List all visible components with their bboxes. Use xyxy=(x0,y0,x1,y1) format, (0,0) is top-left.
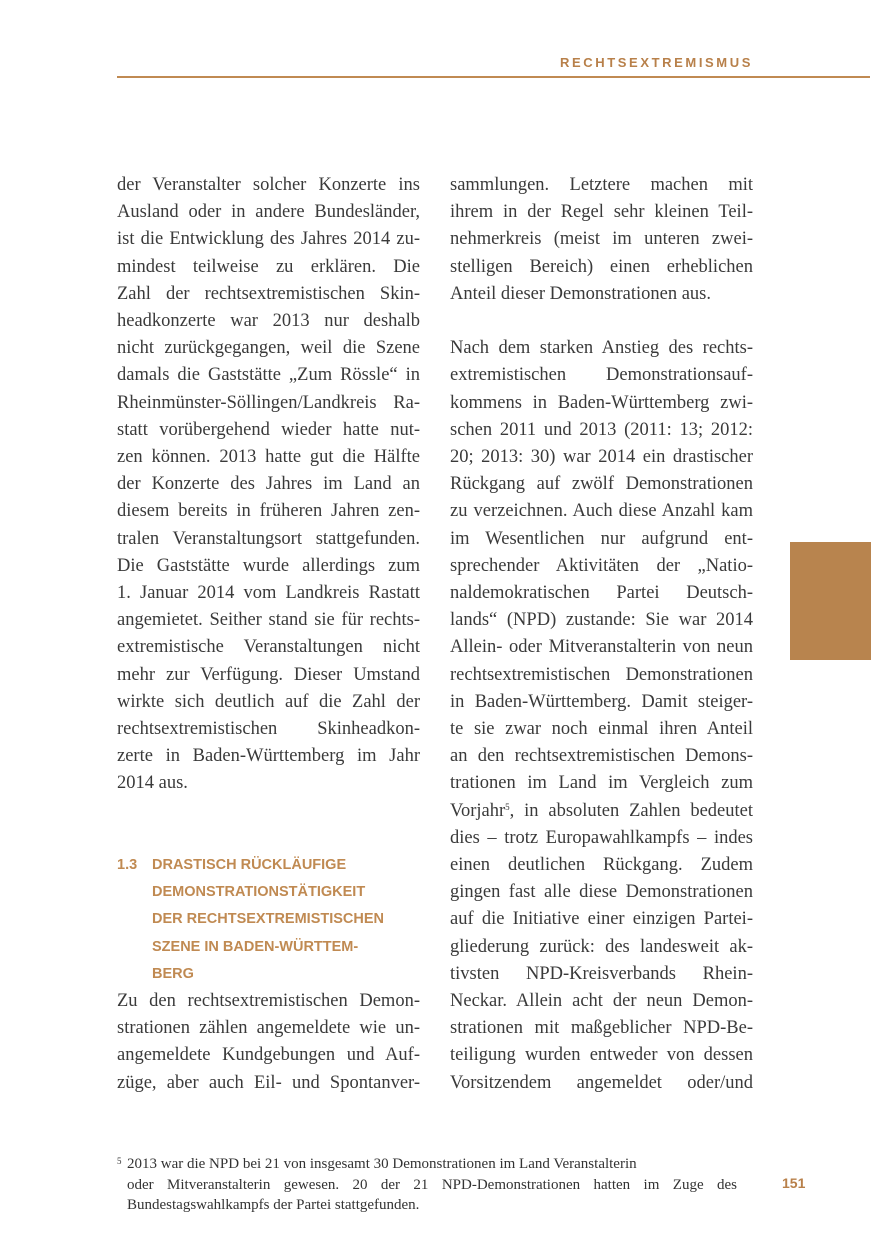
text-line: ist die Entwicklung des Jahres 2014 zu- xyxy=(117,229,420,250)
text-line: ihrem in der Regel sehr kleinen Teil- xyxy=(450,202,753,223)
text-line: lands“ (NPD) zustande: Sie war 2014 xyxy=(450,610,753,631)
page-number: 151 xyxy=(782,1175,806,1191)
text-line: rechtsextremistischen Skinheadkon- xyxy=(117,719,420,740)
text-line: im Wesentlichen nur aufgrund ent- xyxy=(450,528,753,549)
text-line: sprechender Aktivitäten der „Natio- xyxy=(450,555,753,576)
running-head xyxy=(117,55,870,78)
text-line: extremistische Veranstaltungen nicht xyxy=(117,637,420,658)
text-line: trationen im Land im Vergleich zum xyxy=(450,773,753,794)
text-line: in Baden-Württemberg. Damit steiger- xyxy=(450,691,753,712)
text-line: 1. Januar 2014 vom Landkreis Rastatt xyxy=(117,583,420,604)
text-line: züge, aber auch Eil- und Spontanver- xyxy=(117,1072,420,1093)
text-line: Rheinmünster-Söllingen/Landkreis Ra- xyxy=(117,392,420,413)
text-line: Ausland oder in andere Bundesländer, xyxy=(117,202,420,223)
spacer xyxy=(450,308,753,335)
right-paragraph-2 xyxy=(450,335,753,1097)
text-line: Zu den rechtsextremistischen Demon- xyxy=(117,991,420,1012)
text-line: Zahl der rechtsextremistischen Skin- xyxy=(117,283,420,304)
text-line: dies – trotz Europawahlkampfs – indes xyxy=(450,827,753,848)
text-line: nehmerkreis (meist im unteren zwei- xyxy=(450,229,753,250)
text-line: der Konzerte des Jahres im Land an xyxy=(117,474,420,495)
text-line: Neckar. Allein acht der neun Demon- xyxy=(450,991,753,1012)
text-line: mehr zur Verfügung. Dieser Umstand xyxy=(117,664,420,685)
text-line: 20; 2013: 30) war 2014 ein drastischer xyxy=(450,447,753,468)
text-line: Allein- oder Mitveranstalterin von neun xyxy=(450,637,753,658)
text-line: headkonzerte war 2013 nur deshalb xyxy=(117,311,420,332)
left-column xyxy=(117,172,420,1097)
text-line: Rückgang auf zwölf Demonstrationen xyxy=(450,474,753,495)
text-line: gingen fast alle diese Demonstrationen xyxy=(450,882,753,903)
text-line: gliederung zurück: des landesweit ak- xyxy=(450,936,753,957)
text-line: zu verzeichnen. Auch diese Anzahl kam xyxy=(450,501,753,522)
text-line: wirkte sich deutlich auf die Zahl der xyxy=(117,691,420,712)
section-title-line: DER RECHTSEXTREMISTISCHEN xyxy=(152,911,385,928)
text-line: angemietet. Seither stand sie für rechts- xyxy=(117,610,420,631)
footnote xyxy=(117,1154,737,1216)
text-line: einen deutlichen Rückgang. Zudem xyxy=(450,855,753,876)
text-line: Vorsitzendem angemeldet oder/und xyxy=(450,1072,753,1093)
right-column xyxy=(450,172,753,1097)
text-line: strationen mit maßgeblicher NPD-Be- xyxy=(450,1018,753,1039)
text-line: Die Gaststätte wurde allerdings zum xyxy=(117,555,420,576)
text-line: strationen zählen angemeldete wie un- xyxy=(117,1018,420,1039)
footnote-marker: 5 xyxy=(117,1156,122,1166)
right-paragraph-1 xyxy=(450,172,753,308)
text-line: te sie zwar noch einmal ihren Anteil xyxy=(450,719,753,740)
text-line: zerte in Baden-Württemberg im Jahr xyxy=(117,746,420,767)
text-fragment: , in absoluten Zahlen bedeutet xyxy=(509,800,753,821)
section-heading xyxy=(117,852,420,988)
footnote-reference[interactable]: 5 xyxy=(505,801,510,812)
text-line: zen können. 2013 hatte gut die Hälfte xyxy=(117,447,420,468)
text-line: statt vorübergehend wieder hatte nut- xyxy=(117,419,420,440)
left-paragraph-1 xyxy=(117,172,420,798)
section-title-line: DEMONSTRATIONSTÄTIGKEIT xyxy=(152,884,366,901)
text-line: nicht zurückgegangen, weil die Szene xyxy=(117,338,420,359)
text-line: der Veranstalter solcher Konzerte ins xyxy=(117,175,420,195)
text-fragment: Vorjahr xyxy=(450,800,506,821)
text-line: extremistischen Demonstrationsauf- xyxy=(450,365,753,386)
text-line: naldemokratischen Partei Deutsch- xyxy=(450,583,753,604)
text-line: kommens in Baden-Württemberg zwi- xyxy=(450,392,753,413)
text-line: sammlungen. Letztere machen mit xyxy=(450,175,753,195)
text-line: rechtsextremistischen Demonstrationen xyxy=(450,664,753,685)
text-line: auf die Initiative einer einzigen Partei- xyxy=(450,909,753,930)
text-line: angemeldete Kundgebungen und Auf- xyxy=(117,1045,420,1066)
text-line: diesem bereits in früheren Jahren zen- xyxy=(117,501,420,522)
section-title-line: BERG xyxy=(152,965,194,982)
footnote-line: Bundestagswahlkampfs der Partei stattgefunden. xyxy=(127,1197,420,1213)
text-line-with-footnote-ref xyxy=(450,798,753,825)
text-line: stelligen Bereich) einen erheblichen xyxy=(450,256,753,277)
text-line: schen 2011 und 2013 (2011: 13; 2012: xyxy=(450,419,753,440)
spacer xyxy=(117,825,420,852)
text-line: Anteil dieser Demonstrationen aus. xyxy=(450,283,711,304)
section-number: 1.3 xyxy=(117,857,138,874)
footnote-line: oder Mitveranstalterin gewesen. 20 der 21 NPD-Demonstrationen hatten im Zuge des xyxy=(127,1176,737,1193)
footnote-line: 2013 war die NPD bei 21 von insgesamt 30 Demonstrationen im Land Veranstalterin xyxy=(127,1156,637,1172)
text-line: tralen Veranstaltungsort stattgefunden. xyxy=(117,528,420,549)
text-line: 2014 aus. xyxy=(117,773,188,794)
text-line: damals die Gaststätte „Zum Rössle“ in xyxy=(117,365,420,386)
section-title-line: SZENE IN BADEN-WÜRTTEM- xyxy=(152,938,359,955)
text-line: Nach dem starken Anstieg des rechts- xyxy=(450,338,753,359)
running-head-title: RECHTSEXTREMISMUS xyxy=(560,55,753,70)
spacer xyxy=(117,798,420,825)
text-line: tivsten NPD-Kreisverbands Rhein- xyxy=(450,963,753,984)
left-paragraph-2 xyxy=(117,988,420,1097)
section-title-line: DRASTISCH RÜCKLÄUFIGE xyxy=(152,857,347,874)
text-line: teiligung wurden entweder von dessen xyxy=(450,1045,753,1066)
text-line: an den rechtsextremistischen Demons- xyxy=(450,746,753,767)
text-line: mindest teilweise zu erklären. Die xyxy=(117,256,420,277)
thumb-index-tab xyxy=(790,542,871,660)
